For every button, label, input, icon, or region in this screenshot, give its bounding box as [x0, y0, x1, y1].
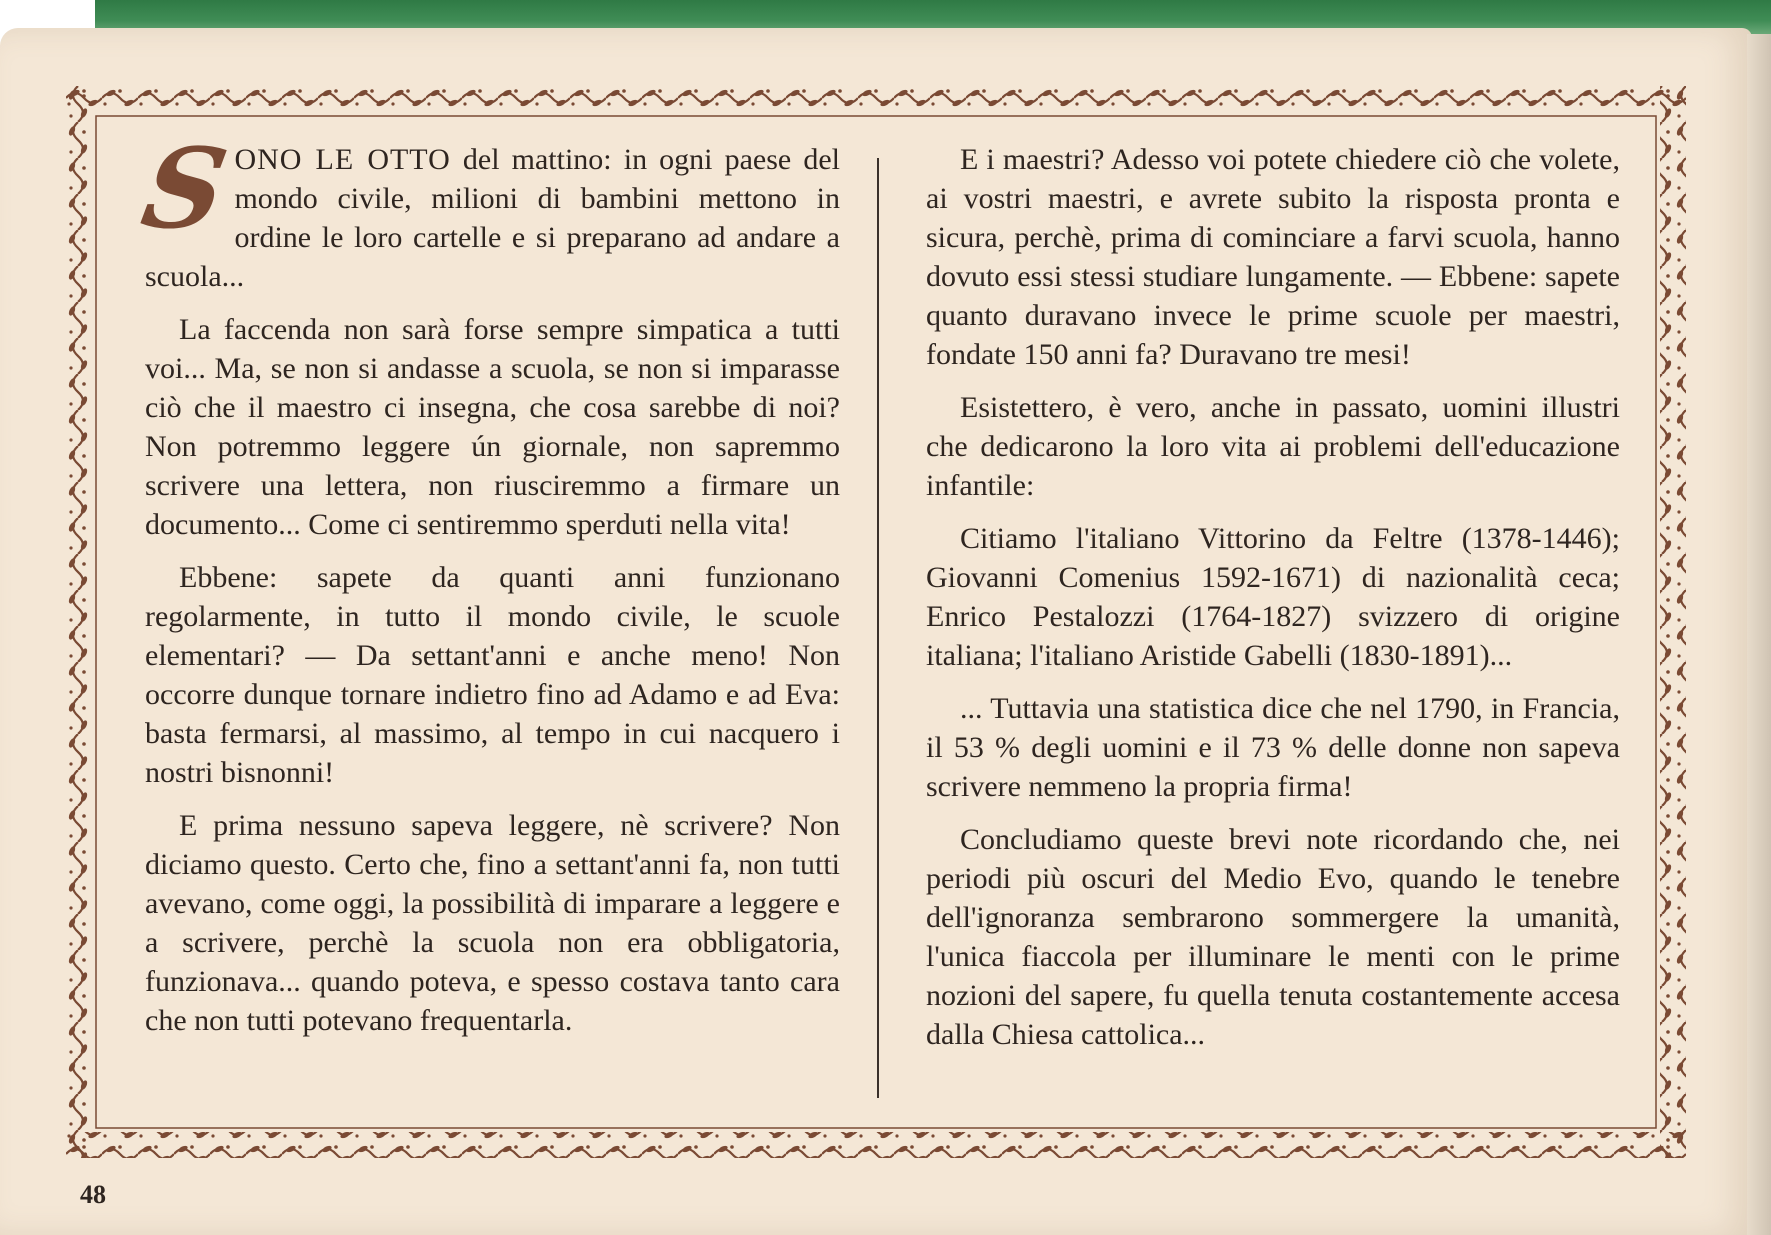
left-paragraph-1	[133, 124, 840, 296]
right-paragraph-4: ... Tuttavia una statistica dice che nel 1790, in Francia, il 53 % degli uomini e il 73 % delle donne non sapeva scrivere nemmeno la propria firma!	[926, 692, 1620, 803]
left-paragraph-2: La faccenda non sarà forse sempre simpatica a tutti voi... Ma, se non si andasse a scuola, se non si imparasse ciò che il maestro ci insegna, che cosa sarebbe di noi? Non potremmo leggere ún giornale, non sapremmo scrivere una lettera, non riusciremmo a firmare un documento... Come ci sentiremmo sperduti nella vita!	[145, 313, 840, 541]
right-paragraph-1: E i maestri? Adesso voi potete chiedere ciò che volete, ai vostri maestri, e avrete subito la risposta pronta e sicura, perchè, prima di cominciare a farvi scuola, hanno dovuto essi stessi studiare lungamente. — Ebbene: sapete quanto duravano invece le prime scuole per maestri, fondate 150 anni fa? Duravano tre mesi!	[926, 143, 1620, 371]
border-top	[66, 86, 1686, 112]
left-paragraph-1-text: del mattino: in ogni paese del mondo civile, milioni di bambini mettono in ordine le loro cartelle e si preparano ad andare a scuola...	[145, 143, 840, 293]
page-number: 48	[80, 1180, 106, 1209]
opening-caps: ONO LE OTTO	[234, 143, 451, 176]
right-paragraph-5: Concludiamo queste brevi note ricordando che, nei periodi più oscuri del Medio Evo, quando le tenebre dell'ignoranza sembrarono sommergere la umanità, l'unica fiaccola per illuminare le menti con le prime nozioni del sapere, fu quella tenuta costantemente accesa dalla Chiesa cattolica...	[926, 823, 1620, 1051]
border-bottom	[66, 1132, 1686, 1158]
right-paragraph-2: Esistettero, è vero, anche in passato, uomini illustri che dedicarono la loro vita ai problemi dell'educazione infantile:	[926, 391, 1620, 502]
page-edge-shadow	[1747, 34, 1771, 1235]
column-divider	[877, 158, 879, 1098]
right-column	[926, 140, 1620, 1068]
border-right	[1660, 86, 1686, 1158]
border-left	[66, 86, 92, 1158]
left-paragraph-3: Ebbene: sapete da quanti anni funzionano regolarmente, in tutto il mondo civile, le scuole elementari? — Da settant'anni e anche meno! Non occorre dunque tornare indietro fino ad Adamo e ad Eva: basta fermarsi, al massimo, al tempo in cui nacquero i nostri bisnonni!	[145, 561, 840, 789]
drop-cap: S	[133, 124, 236, 253]
right-paragraph-3: Citiamo l'italiano Vittorino da Feltre (1378-1446); Giovanni Comenius 1592-1671) di nazionalità ceca; Enrico Pestalozzi (1764-1827) svizzero di origine italiana; l'italiano Aristide Gabelli (1830-1891)...	[926, 522, 1620, 672]
left-paragraph-4: E prima nessuno sapeva leggere, nè scrivere? Non diciamo questo. Certo che, fino a settant'anni fa, non tutti avevano, come oggi, la possibilità di imparare a leggere e a scrivere, perchè la scuola non era obbligatoria, funzionava... quando poteva, e spesso costava tanto cara che non tutti potevano frequentarla.	[145, 809, 840, 1037]
left-column	[133, 124, 840, 1054]
